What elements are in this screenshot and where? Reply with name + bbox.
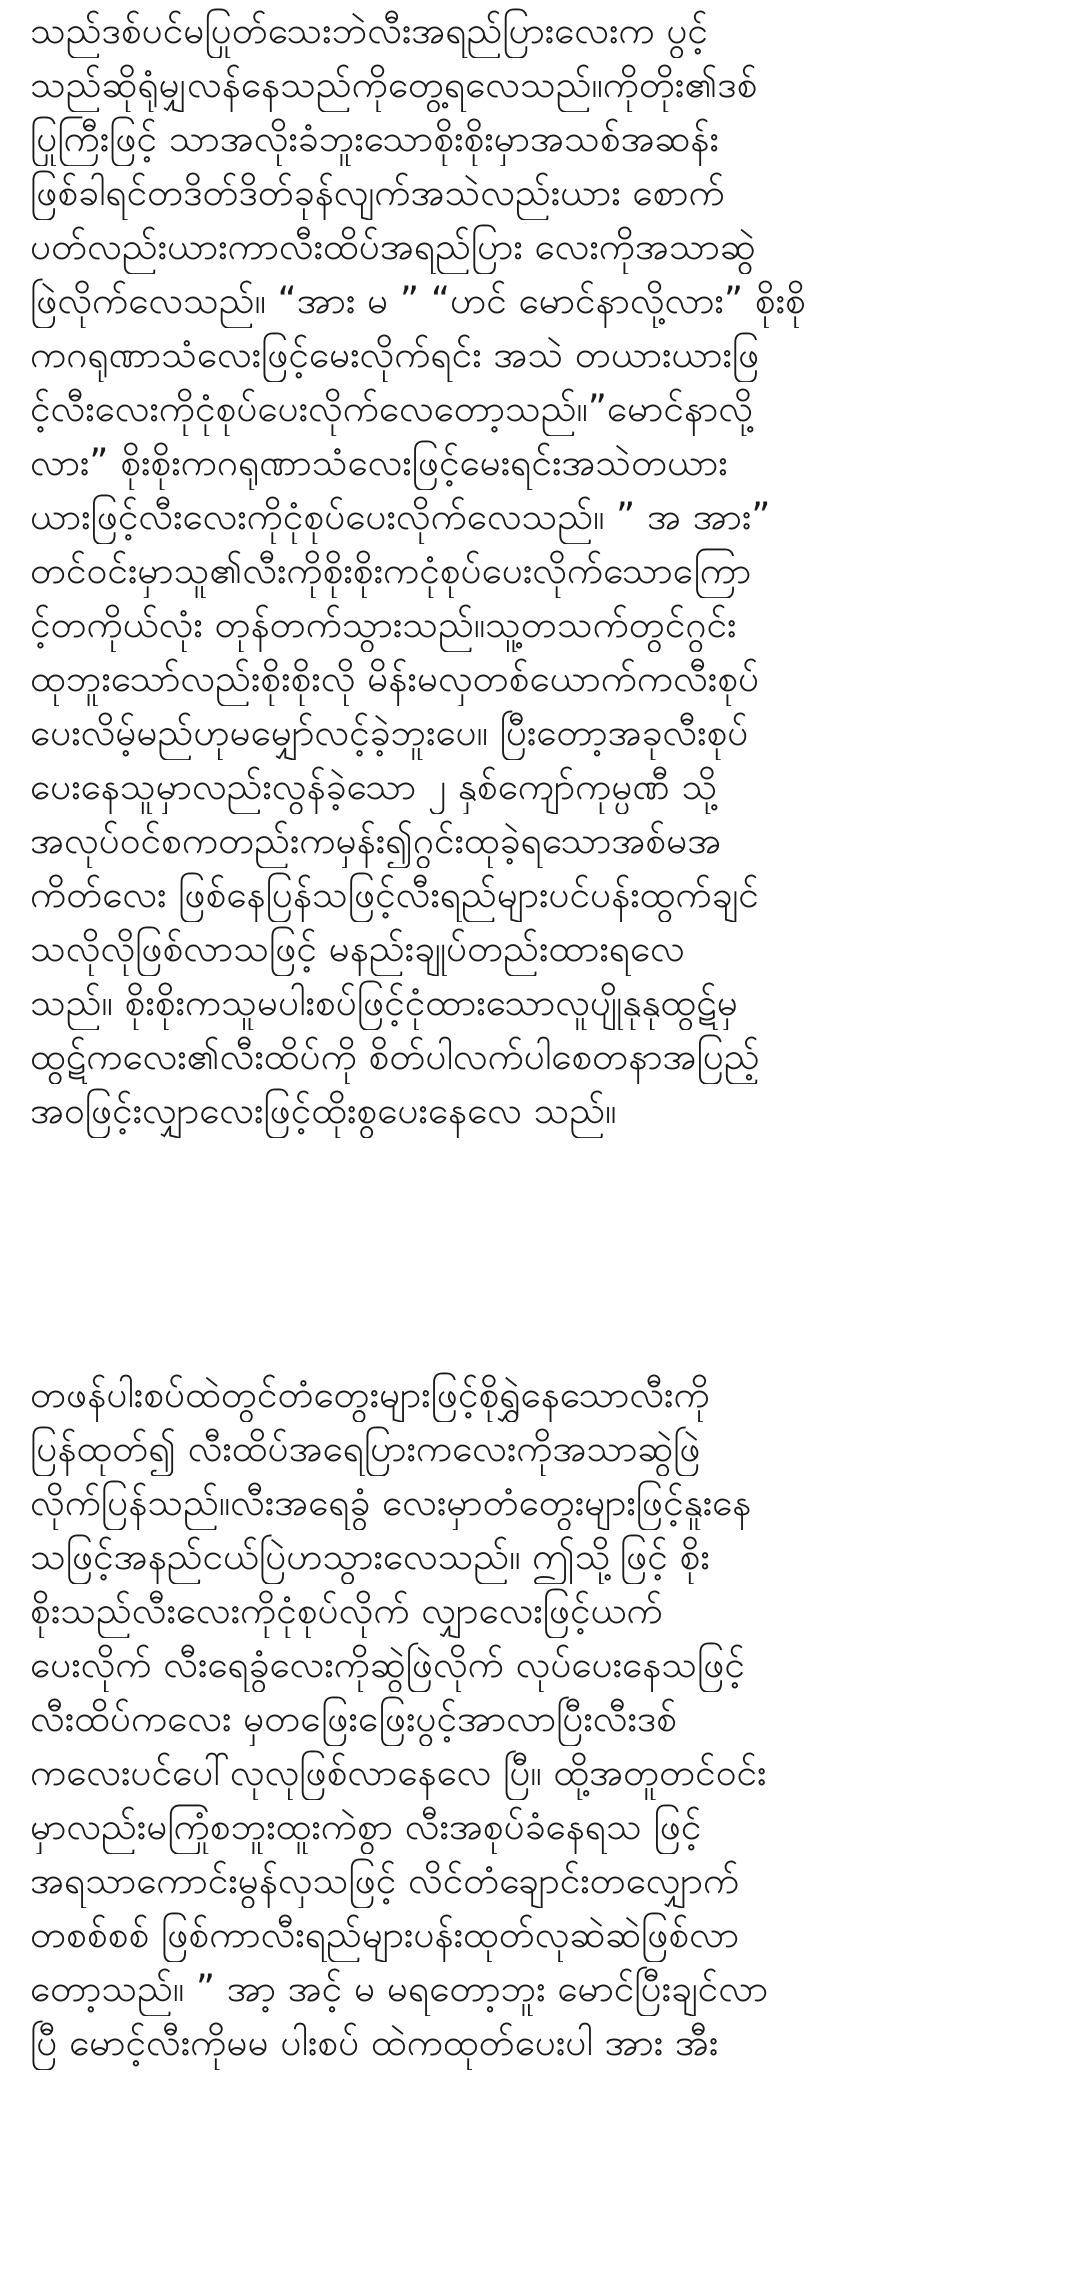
text-line: အရသာကောင်းမွန်လှသဖြင့် လိင်တံချောင်းတလျှောက် — [30, 1859, 740, 1902]
text-line: အလုပ်ဝင်စကတည်းကမှန်း၍ဂွင်းထုခဲ့ရသောအစ်မအ — [30, 819, 722, 862]
text-line: သည်ဒစ်ပင်မပြုတ်သေးဘဲလီးအရည်ပြားလေးက ပွင့် — [30, 9, 708, 52]
text-line: ကိတ်လေး ဖြစ်နေပြန်သဖြင့်လီးရည်များပင်ပန်းထွက်ချင် — [30, 873, 759, 916]
text-line: တစစ်စစ် ဖြစ်ကာလီးရည်များပန်းထုတ်လုဆဲဆဲဖြစ်လာ — [30, 1913, 740, 1956]
text-line: တော့သည်။ ” အာ့ အင့် မ မရတော့ဘူး မောင်ပြီးချင်လာ — [30, 1967, 769, 2010]
text-line: င့်တကိုယ်လုံး တုန်တက်သွားသည်။သူ့တသက်တွင်ဂွင်း — [30, 603, 737, 646]
text-line: ကဂရုဏာသံလေးဖြင့်မေးလိုက်ရင်း အသဲ တယားယားဖြ — [30, 333, 760, 376]
text-line: တဖန်ပါးစပ်ထဲတွင်တံတွေးများဖြင့်စိုရွှဲနေသောလီးကို — [30, 1373, 710, 1416]
text-line: ပေးနေသူမှာလည်းလွန်ခဲ့သော ၂ နှစ်ကျော်ကုမ္ပဏီ သို့ — [30, 765, 718, 808]
text-line: စိုးသည်လီးလေးကိုငုံစုပ်လိုက် လျှာလေးဖြင့်ယက် — [30, 1589, 663, 1632]
text-line: ပြန်ထုတ်၍ လီးထိပ်အရေပြားကလေးကိုအသာဆွဲဖြဲ — [30, 1427, 701, 1470]
text-line: ပြီ မောင့်လီးကိုမမ ပါးစပ် ထဲကထုတ်ပေးပါ အား အီး — [30, 2021, 719, 2064]
text-line: သည်ဆိုရုံမျှလန်နေသည်ကိုတွေ့ရလေသည်။ကိုတိုး၏ဒစ် — [30, 63, 758, 106]
text-line: လိုက်ပြန်သည်။လီးအရေခွံ လေးမှာတံတွေးများဖြင့်နူးနေ — [30, 1481, 752, 1524]
text-line: င့်လီးလေးကိုငုံစုပ်ပေးလိုက်လေတော့သည်။”မောင်နာလို့ — [30, 387, 753, 430]
text-line: သည်။ စိုးစိုးကသူမပါးစပ်ဖြင့်ငုံထားသောလူပျိုနုနုထွဋ်မှ — [30, 981, 738, 1024]
text-line: မှာလည်းမကြုံစဘူးထူးကဲစွာ လီးအစုပ်ခံနေရသ ဖြင့် — [30, 1805, 702, 1848]
text-line: ပတ်လည်းယားကာလီးထိပ်အရည်ပြား လေးကိုအသာဆွဲ — [30, 225, 756, 268]
text-line: ကလေးပင်ပေါ်လုလုဖြစ်လာနေလေ ပြီ။ ထို့အတူတင်ဝင်း — [30, 1751, 767, 1794]
paragraph-1 — [30, 4, 1050, 1138]
text-line: ပေးလိမ့်မည်ဟုမမျှော်လင့်ခဲ့ဘူးပေ။ ပြီးတော့အခုလီးစုပ် — [30, 711, 749, 754]
text-line: လီးထိပ်ကလေး မှတဖြေးဖြေးပွင့်အာလာပြီးလီးဒစ် — [30, 1697, 677, 1740]
text-line: ပေးလိုက် လီးရေခွံလေးကိုဆွဲဖြဲလိုက် လုပ်ပေးနေသဖြင့် — [30, 1643, 745, 1686]
text-line: သဖြင့်အနည်ငယ်ပြဲဟသွားလေသည်။ ဤသို့ဖြင့် စိုး — [30, 1535, 710, 1578]
text-line: သလိုလိုဖြစ်လာသဖြင့် မနည်းချုပ်တည်းထားရလေ — [30, 927, 685, 970]
text-line: ဖြဲလိုက်လေသည်။ “အား မ ” “ဟင် မောင်နာလို့လား” စိုးစို — [30, 279, 806, 322]
text-line: ထွဋ်ကလေး၏လီးထိပ်ကို စိတ်ပါလက်ပါစေတနာအပြည့် — [30, 1035, 760, 1078]
text-line: ပြုကြီးဖြင့် သာအလိုးခံဘူးသောစိုးစိုးမှာအသစ်အဆန်း — [30, 117, 719, 160]
text-line: ယားဖြင့်လီးလေးကိုငုံစုပ်ပေးလိုက်လေသည်။ ” အ အား” — [30, 495, 771, 538]
text-line: လား” စိုးစိုးကဂရုဏာသံလေးဖြင့်မေးရင်းအသဲတယား — [30, 441, 728, 484]
text-line: ဖြစ်ခါရင်တဒိတ်ဒိတ်ခုန်လျက်အသဲလည်းယား စောက် — [30, 171, 725, 214]
paragraph-2 — [30, 1368, 1050, 2070]
text-line: အဝဖြင့်းလျှာလေးဖြင့်ထိုးစွပေးနေလေ သည်။ — [30, 1089, 617, 1132]
text-line: ထုဘူးသော်လည်းစိုးစိုးလို မိန်းမလှတစ်ယောက်ကလီးစုပ် — [30, 657, 760, 700]
text-line: တင်ဝင်းမှာသူ၏လီးကိုစိုးစိုးကငုံစုပ်ပေးလိုက်သောကြော — [30, 549, 752, 592]
